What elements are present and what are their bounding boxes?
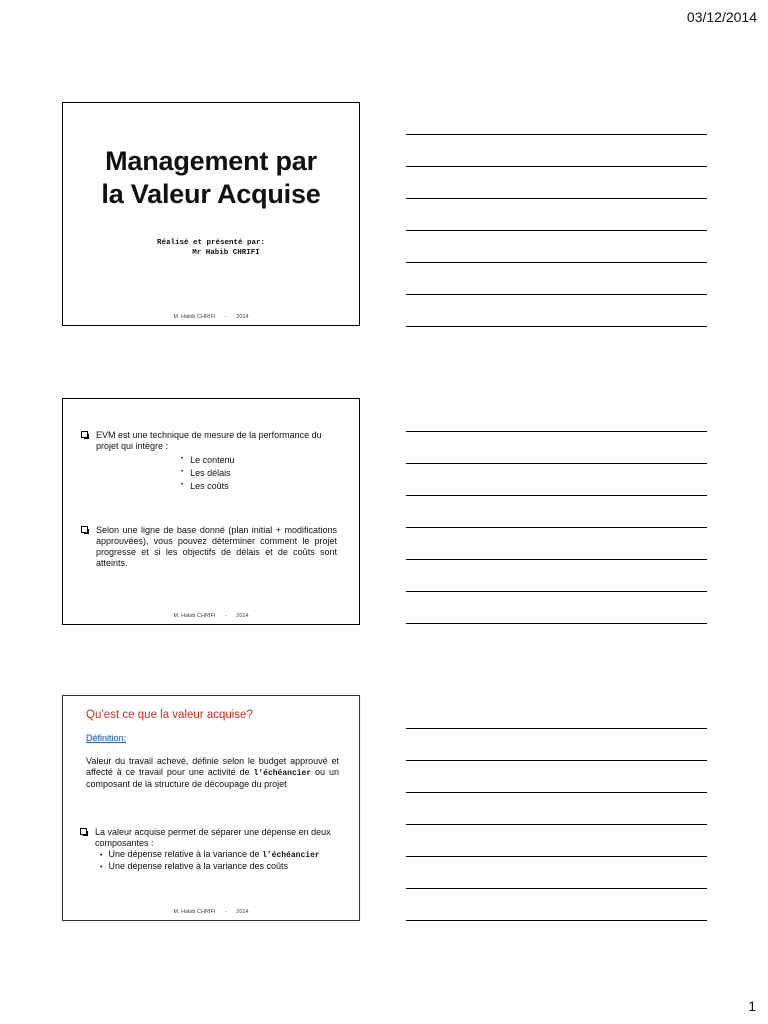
note-line	[406, 134, 707, 135]
page-date: 03/12/2014	[686, 9, 757, 25]
definition-label: Définition:	[86, 733, 127, 743]
note-line	[406, 166, 707, 167]
note-line	[406, 591, 707, 592]
checkbox-bullet-icon	[80, 828, 87, 835]
footer-separator: -	[224, 613, 227, 619]
note-line	[406, 792, 707, 793]
byline-line-1: Réalisé et présenté par:	[156, 239, 266, 247]
list-item: • Les délais	[181, 467, 337, 480]
dot-bullet-icon: •	[100, 864, 103, 871]
bullet-baseline-text: Selon une ligne de base donné (plan initial + modifications approuvées), vous pouvez déterminer comment le projet progresse et si les objectifs de délais et de coûts sont atteints.	[96, 525, 337, 568]
note-line	[406, 760, 707, 761]
sub-item-term: l’échéancier	[262, 851, 320, 860]
list-item: • Les coûts	[181, 480, 337, 493]
definition-term: l’échéancier	[253, 769, 312, 778]
note-line	[406, 431, 707, 432]
note-line	[406, 623, 707, 624]
footer-year: 2014	[236, 613, 249, 619]
list-item	[100, 849, 339, 861]
list-item: • Le contenu	[181, 454, 337, 467]
note-line	[406, 230, 707, 231]
note-line	[406, 463, 707, 464]
definition-text-1: Valeur du travail achevé, définie selon le budget approuvé et affecté à ce travail pour une activité de	[86, 756, 339, 777]
footer-author: M. Habib CHRIFI	[173, 613, 216, 619]
list-item	[100, 861, 339, 873]
note-line	[406, 262, 707, 263]
sub-item-text: Une dépense relative à la variance de	[108, 849, 260, 859]
slide-title-heading	[63, 145, 359, 211]
title-line-2: la Valeur Acquise	[101, 179, 321, 209]
footer-separator: -	[224, 909, 227, 915]
note-line	[406, 856, 707, 857]
definition-text-2: ou un composant de la structure de découpage du projet	[86, 767, 339, 789]
definition-paragraph	[86, 756, 339, 790]
footer-year: 2014	[236, 314, 249, 320]
note-line	[406, 294, 707, 295]
note-line	[406, 326, 707, 327]
byline-line-2: Mr Habib CHRIFI	[192, 249, 260, 257]
note-line	[406, 559, 707, 560]
checkbox-bullet-icon	[81, 431, 88, 438]
evm-sub-list	[81, 454, 337, 493]
note-line	[406, 198, 707, 199]
footer-year: 2014	[236, 909, 249, 915]
dot-bullet-icon: •	[100, 852, 103, 859]
slide-footer	[63, 314, 359, 320]
title-line-1: Management par	[105, 146, 317, 176]
slide-heading: Qu’est ce que la valeur acquise?	[86, 709, 253, 721]
sub-item-text: Une dépense relative à la variance des coûts	[108, 861, 289, 871]
bullet-evm	[81, 430, 337, 493]
note-line	[406, 527, 707, 528]
page-number: 1	[748, 998, 756, 1014]
note-line	[406, 888, 707, 889]
bullet-evm-text: EVM est une technique de mesure de la performance du projet qui intègre :	[96, 430, 322, 451]
slide-definition	[62, 695, 360, 921]
footer-separator: -	[224, 314, 227, 320]
note-line	[406, 495, 707, 496]
byline	[63, 238, 359, 258]
slide-title	[62, 102, 360, 326]
footer-author: M. Habib CHRIFI	[173, 314, 216, 320]
bullet-components	[80, 827, 339, 873]
slide-footer	[63, 613, 359, 619]
note-line	[406, 920, 707, 921]
slide-evm	[62, 398, 360, 625]
note-line	[406, 728, 707, 729]
footer-author: M. Habib CHRIFI	[173, 909, 216, 915]
bullet-baseline	[81, 525, 337, 569]
note-line	[406, 824, 707, 825]
checkbox-bullet-icon	[81, 526, 88, 533]
slide-footer	[63, 909, 359, 915]
bullet-components-text: La valeur acquise permet de séparer une dépense en deux composantes :	[95, 827, 331, 848]
